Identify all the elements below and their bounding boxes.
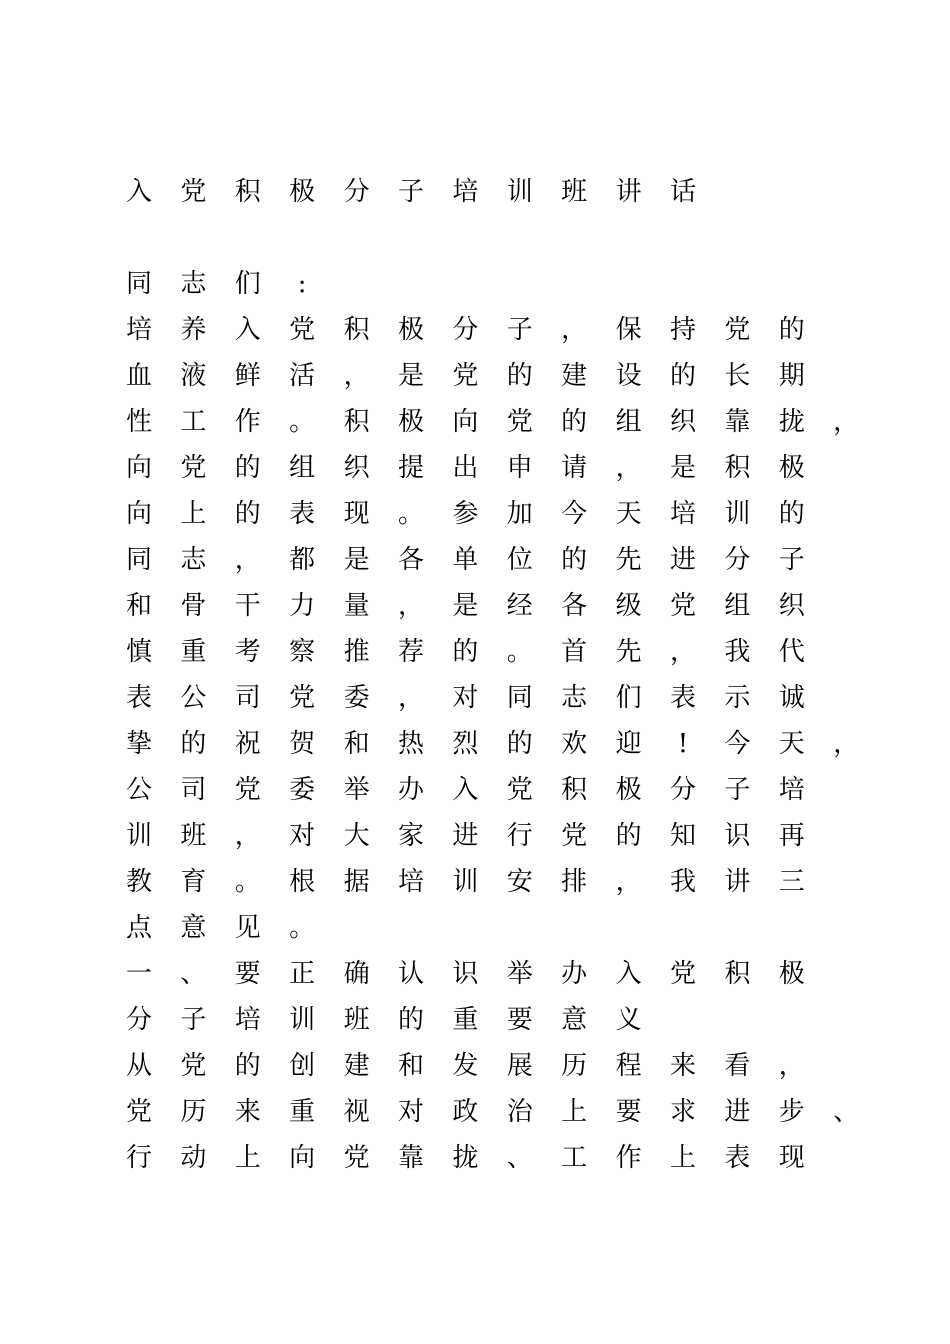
- text-glyph: 极: [289, 177, 316, 207]
- text-glyph: 现: [778, 1143, 805, 1173]
- text-glyph: ，: [669, 637, 696, 667]
- text-glyph: 积: [343, 315, 370, 345]
- text-glyph: 期: [778, 361, 805, 391]
- text-glyph: 培: [125, 315, 152, 345]
- text-glyph: 养: [180, 315, 207, 345]
- text-glyph: 党: [506, 775, 533, 805]
- text-glyph: 慎: [125, 637, 152, 667]
- text-glyph: 同: [125, 269, 152, 299]
- text-glyph: 和: [125, 591, 152, 621]
- text-glyph: 志: [180, 545, 207, 575]
- text-glyph: 程: [615, 1051, 642, 1081]
- text-glyph: 保: [615, 315, 642, 345]
- text-glyph: 长: [724, 361, 751, 391]
- text-glyph: 液: [180, 361, 207, 391]
- text-glyph: 建: [561, 361, 588, 391]
- text-glyph: 训: [724, 499, 751, 529]
- text-glyph: 先: [615, 637, 642, 667]
- text-glyph: 现: [343, 499, 370, 529]
- text-glyph: 育: [180, 867, 207, 897]
- text-glyph: 家: [397, 821, 424, 851]
- text-glyph: 诚: [778, 683, 805, 713]
- text-glyph: ，: [615, 453, 642, 483]
- text-glyph: 的: [506, 729, 533, 759]
- text-glyph: 作: [615, 1143, 642, 1173]
- text-glyph: 对: [452, 683, 479, 713]
- text-glyph: 表: [125, 683, 152, 713]
- text-glyph: 参: [452, 499, 479, 529]
- text-glyph: ，: [234, 821, 261, 851]
- text-glyph: 入: [234, 315, 261, 345]
- text-glyph: 讲: [724, 867, 751, 897]
- text-glyph: 见: [234, 913, 261, 943]
- text-glyph: 入: [615, 959, 642, 989]
- text-glyph: 办: [397, 775, 424, 805]
- text-glyph: 和: [397, 1051, 424, 1081]
- text-glyph: 司: [180, 775, 207, 805]
- text-glyph: 积: [724, 959, 751, 989]
- text-glyph: 党: [452, 361, 479, 391]
- text-glyph: 向: [289, 1143, 316, 1173]
- text-glyph: 、: [506, 1143, 533, 1173]
- text-glyph: 三: [778, 867, 805, 897]
- text-glyph: 上: [180, 499, 207, 529]
- text-glyph: 要: [234, 959, 261, 989]
- text-glyph: 是: [452, 591, 479, 621]
- text-glyph: 据: [343, 867, 370, 897]
- text-glyph: 的: [778, 315, 805, 345]
- text-glyph: 分: [669, 775, 696, 805]
- text-glyph: ，: [397, 591, 424, 621]
- text-glyph: 。: [397, 499, 424, 529]
- text-glyph: 血: [125, 361, 152, 391]
- text-glyph: 极: [778, 959, 805, 989]
- text-glyph: 的: [561, 545, 588, 575]
- text-glyph: ，: [833, 407, 860, 437]
- text-glyph: 表: [289, 499, 316, 529]
- text-glyph: 识: [452, 959, 479, 989]
- text-glyph: 排: [561, 867, 588, 897]
- text-glyph: 们: [234, 269, 261, 299]
- text-glyph: 上: [561, 1097, 588, 1127]
- text-glyph: 党: [125, 1097, 152, 1127]
- text-glyph: 培: [234, 1005, 261, 1035]
- text-glyph: 分: [125, 1005, 152, 1035]
- text-glyph: 极: [397, 315, 424, 345]
- text-glyph: 一: [125, 959, 152, 989]
- text-glyph: 的: [452, 637, 479, 667]
- text-glyph: 今: [561, 499, 588, 529]
- text-glyph: 重: [289, 1097, 316, 1127]
- text-glyph: 话: [669, 177, 696, 207]
- text-glyph: 。: [234, 867, 261, 897]
- text-glyph: 表: [724, 1143, 751, 1173]
- text-glyph: 党: [343, 1143, 370, 1173]
- text-glyph: 知: [669, 821, 696, 851]
- text-glyph: 各: [397, 545, 424, 575]
- text-glyph: 的: [234, 453, 261, 483]
- text-glyph: 活: [289, 361, 316, 391]
- text-glyph: 干: [234, 591, 261, 621]
- text-glyph: 党: [234, 775, 261, 805]
- text-glyph: 积: [561, 775, 588, 805]
- text-glyph: 先: [615, 545, 642, 575]
- text-glyph: 向: [125, 453, 152, 483]
- text-glyph: 展: [506, 1051, 533, 1081]
- text-glyph: 党: [561, 821, 588, 851]
- text-glyph: 行: [125, 1143, 152, 1173]
- text-glyph: 来: [669, 1051, 696, 1081]
- text-glyph: ，: [397, 683, 424, 713]
- text-glyph: 。: [289, 913, 316, 943]
- text-glyph: 重: [180, 637, 207, 667]
- text-glyph: 、: [180, 959, 207, 989]
- text-glyph: 经: [506, 591, 533, 621]
- text-glyph: 上: [669, 1143, 696, 1173]
- text-glyph: 的: [234, 499, 261, 529]
- text-glyph: 认: [397, 959, 424, 989]
- text-glyph: ，: [615, 867, 642, 897]
- text-glyph: 党: [289, 315, 316, 345]
- text-glyph: 的: [669, 361, 696, 391]
- text-glyph: 求: [669, 1097, 696, 1127]
- text-glyph: 天: [778, 729, 805, 759]
- text-glyph: 对: [289, 821, 316, 851]
- text-glyph: 要: [615, 1097, 642, 1127]
- text-glyph: 欢: [561, 729, 588, 759]
- text-glyph: 同: [125, 545, 152, 575]
- text-glyph: 考: [234, 637, 261, 667]
- text-glyph: 行: [506, 821, 533, 851]
- text-glyph: 办: [561, 959, 588, 989]
- text-glyph: 点: [125, 913, 152, 943]
- text-glyph: 志: [561, 683, 588, 713]
- text-glyph: 上: [234, 1143, 261, 1173]
- text-glyph: :: [297, 269, 307, 299]
- text-glyph: 进: [669, 545, 696, 575]
- text-glyph: 进: [452, 821, 479, 851]
- text-glyph: 教: [125, 867, 152, 897]
- text-glyph: 看: [724, 1051, 751, 1081]
- text-glyph: 积: [724, 453, 751, 483]
- text-glyph: 工: [180, 407, 207, 437]
- text-glyph: 表: [669, 683, 696, 713]
- text-glyph: 训: [506, 177, 533, 207]
- text-glyph: 举: [343, 775, 370, 805]
- text-glyph: 各: [561, 591, 588, 621]
- text-glyph: 我: [724, 637, 751, 667]
- text-glyph: 的: [397, 1005, 424, 1035]
- text-glyph: 都: [289, 545, 316, 575]
- text-glyph: 确: [343, 959, 370, 989]
- text-glyph: 和: [343, 729, 370, 759]
- text-glyph: 义: [615, 1005, 642, 1035]
- text-glyph: 极: [778, 453, 805, 483]
- text-glyph: 的: [615, 821, 642, 851]
- text-glyph: 训: [289, 1005, 316, 1035]
- text-glyph: 班: [561, 177, 588, 207]
- text-glyph: 政: [452, 1097, 479, 1127]
- text-glyph: 是: [343, 545, 370, 575]
- text-glyph: 、: [833, 1097, 860, 1127]
- text-glyph: 贺: [289, 729, 316, 759]
- text-glyph: 公: [125, 775, 152, 805]
- text-glyph: 历: [180, 1097, 207, 1127]
- text-glyph: 来: [234, 1097, 261, 1127]
- text-glyph: 向: [125, 499, 152, 529]
- text-glyph: 代: [778, 637, 805, 667]
- text-glyph: 视: [343, 1097, 370, 1127]
- text-glyph: 班: [343, 1005, 370, 1035]
- text-glyph: 首: [561, 637, 588, 667]
- text-glyph: 的: [561, 407, 588, 437]
- text-glyph: 积: [343, 407, 370, 437]
- text-glyph: 班: [180, 821, 207, 851]
- text-glyph: ，: [778, 1051, 805, 1081]
- text-glyph: 入: [125, 177, 152, 207]
- text-glyph: 靠: [397, 1143, 424, 1173]
- text-glyph: 步: [778, 1097, 805, 1127]
- text-glyph: 意: [180, 913, 207, 943]
- text-glyph: 委: [289, 775, 316, 805]
- text-glyph: 性: [125, 407, 152, 437]
- text-glyph: 极: [615, 775, 642, 805]
- text-glyph: 量: [343, 591, 370, 621]
- text-glyph: 子: [180, 1005, 207, 1035]
- text-glyph: 对: [397, 1097, 424, 1127]
- text-glyph: 的: [234, 1051, 261, 1081]
- text-glyph: 组: [289, 453, 316, 483]
- text-glyph: 察: [289, 637, 316, 667]
- text-glyph: 党: [180, 1051, 207, 1081]
- text-glyph: 司: [234, 683, 261, 713]
- text-glyph: 设: [615, 361, 642, 391]
- text-glyph: 我: [669, 867, 696, 897]
- text-glyph: !: [677, 729, 689, 759]
- text-glyph: 安: [506, 867, 533, 897]
- text-glyph: 党: [180, 453, 207, 483]
- text-glyph: 党: [289, 683, 316, 713]
- text-glyph: 的: [506, 361, 533, 391]
- text-glyph: 荐: [397, 637, 424, 667]
- text-glyph: 再: [778, 821, 805, 851]
- text-glyph: 推: [343, 637, 370, 667]
- text-glyph: ，: [561, 315, 588, 345]
- text-glyph: 拢: [452, 1143, 479, 1173]
- text-glyph: 分: [452, 315, 479, 345]
- text-glyph: 迎: [615, 729, 642, 759]
- text-glyph: 单: [452, 545, 479, 575]
- text-glyph: 织: [343, 453, 370, 483]
- text-glyph: 子: [397, 177, 424, 207]
- text-glyph: ，: [833, 729, 860, 759]
- text-glyph: 党: [724, 315, 751, 345]
- text-glyph: 动: [180, 1143, 207, 1173]
- text-glyph: 今: [724, 729, 751, 759]
- text-glyph: 出: [452, 453, 479, 483]
- text-glyph: 志: [180, 269, 207, 299]
- text-glyph: 天: [615, 499, 642, 529]
- text-glyph: 从: [125, 1051, 152, 1081]
- text-glyph: 挚: [125, 729, 152, 759]
- text-glyph: 持: [669, 315, 696, 345]
- text-glyph: 党: [180, 177, 207, 207]
- text-glyph: 党: [669, 591, 696, 621]
- text-glyph: 示: [724, 683, 751, 713]
- text-glyph: 织: [778, 591, 805, 621]
- text-glyph: 组: [615, 407, 642, 437]
- text-glyph: ，: [234, 545, 261, 575]
- text-glyph: 训: [125, 821, 152, 851]
- text-glyph: 的: [180, 729, 207, 759]
- text-glyph: 训: [452, 867, 479, 897]
- text-glyph: 工: [561, 1143, 588, 1173]
- text-glyph: 大: [343, 821, 370, 851]
- text-glyph: 正: [289, 959, 316, 989]
- text-glyph: 祝: [234, 729, 261, 759]
- text-glyph: 组: [724, 591, 751, 621]
- text-glyph: 子: [778, 545, 805, 575]
- text-glyph: 分: [724, 545, 751, 575]
- text-glyph: 重: [452, 1005, 479, 1035]
- text-glyph: 级: [615, 591, 642, 621]
- text-glyph: 加: [506, 499, 533, 529]
- text-glyph: 申: [506, 453, 533, 483]
- text-glyph: 靠: [724, 407, 751, 437]
- text-glyph: 培: [397, 867, 424, 897]
- text-glyph: 根: [289, 867, 316, 897]
- text-glyph: 进: [724, 1097, 751, 1127]
- text-glyph: 培: [778, 775, 805, 805]
- text-glyph: 治: [506, 1097, 533, 1127]
- text-glyph: 历: [561, 1051, 588, 1081]
- text-glyph: 分: [343, 177, 370, 207]
- text-glyph: ，: [343, 361, 370, 391]
- text-glyph: 要: [506, 1005, 533, 1035]
- text-glyph: 鲜: [234, 361, 261, 391]
- text-glyph: 同: [506, 683, 533, 713]
- text-glyph: 培: [669, 499, 696, 529]
- text-glyph: 意: [561, 1005, 588, 1035]
- text-glyph: 织: [669, 407, 696, 437]
- text-glyph: 位: [506, 545, 533, 575]
- text-glyph: 骨: [180, 591, 207, 621]
- text-glyph: 的: [778, 499, 805, 529]
- text-glyph: 。: [289, 407, 316, 437]
- text-glyph: 是: [669, 453, 696, 483]
- text-glyph: 建: [343, 1051, 370, 1081]
- text-glyph: 公: [180, 683, 207, 713]
- text-glyph: 。: [506, 637, 533, 667]
- text-glyph: 向: [452, 407, 479, 437]
- text-glyph: 培: [452, 177, 479, 207]
- text-glyph: 举: [506, 959, 533, 989]
- text-glyph: 识: [724, 821, 751, 851]
- text-glyph: 积: [234, 177, 261, 207]
- text-glyph: 创: [289, 1051, 316, 1081]
- text-glyph: 是: [397, 361, 424, 391]
- text-glyph: 热: [397, 729, 424, 759]
- text-glyph: 拢: [778, 407, 805, 437]
- text-glyph: 烈: [452, 729, 479, 759]
- text-glyph: 讲: [615, 177, 642, 207]
- text-glyph: 极: [397, 407, 424, 437]
- text-glyph: 们: [615, 683, 642, 713]
- text-glyph: 入: [452, 775, 479, 805]
- text-glyph: 委: [343, 683, 370, 713]
- text-glyph: 力: [289, 591, 316, 621]
- text-glyph: 发: [452, 1051, 479, 1081]
- text-glyph: 子: [506, 315, 533, 345]
- text-glyph: 党: [506, 407, 533, 437]
- text-glyph: 提: [397, 453, 424, 483]
- text-glyph: 请: [561, 453, 588, 483]
- text-glyph: 子: [724, 775, 751, 805]
- text-glyph: 党: [669, 959, 696, 989]
- text-glyph: 作: [234, 407, 261, 437]
